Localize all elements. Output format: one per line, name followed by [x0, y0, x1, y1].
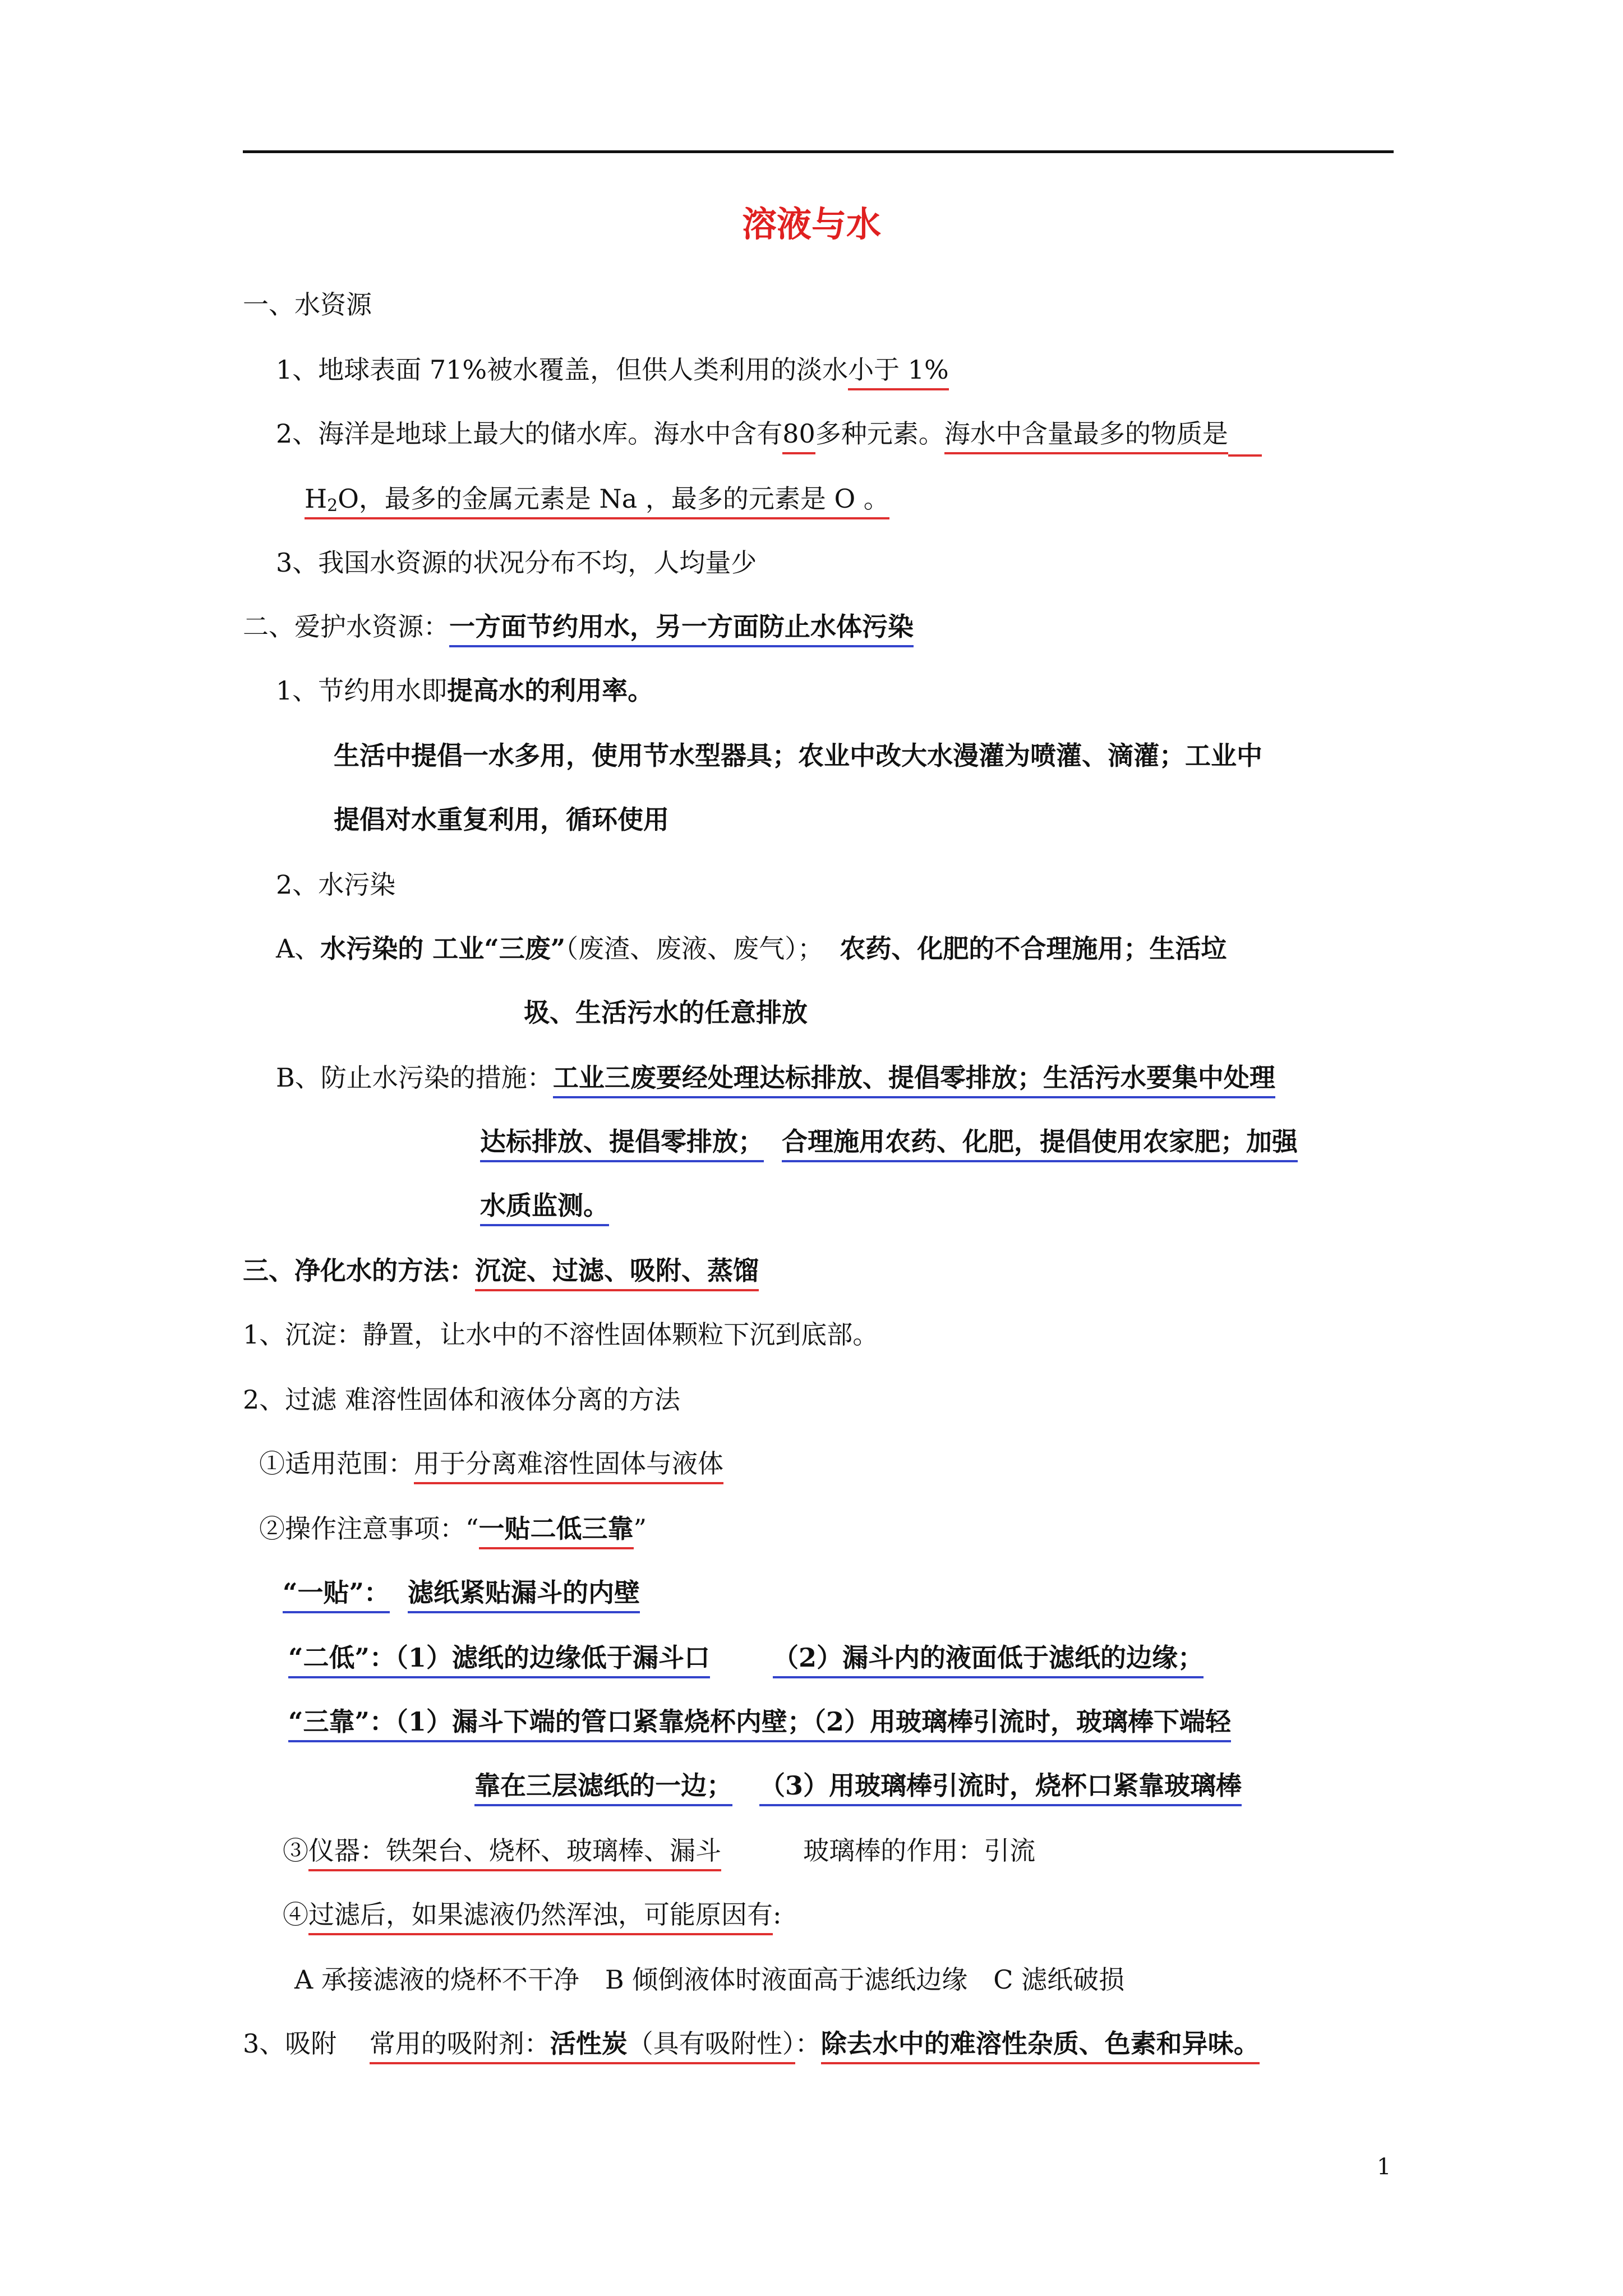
s3-turbid	[283, 1897, 782, 1932]
s3-sankao-cont-b: （3）用玻璃棒引流时，烧杯口紧靠玻璃棒	[759, 1770, 1242, 1806]
s3-sankao-label: “三靠”：	[288, 1706, 395, 1742]
section-2-heading-underlined: 一方面节约用水，另一方面防止水体污染	[449, 611, 914, 647]
s2-item-a-cont: 圾、生活污水的任意排放	[524, 997, 808, 1028]
s3-sankao	[288, 1704, 1231, 1739]
s3-erdi-1: （1）滤纸的边缘低于漏斗口	[395, 1642, 710, 1678]
s3-item-2-notes	[259, 1511, 647, 1546]
s2-item-b-cont-2	[480, 1188, 609, 1223]
formula-h: H	[305, 484, 328, 514]
s3-item-2: 2、过滤 难溶性固体和液体分离的方法	[243, 1384, 680, 1415]
s3-adsorb-paren: （具有吸附性）	[628, 2028, 795, 2064]
s3-rod-function: 玻璃棒的作用：引流	[803, 1835, 1036, 1866]
s3-yitie	[283, 1575, 640, 1610]
s2-item-b-cont-1a: 达标排放、提倡零排放；	[480, 1126, 764, 1162]
s3-instruments-text: 仪器：铁架台、烧杯、玻璃棒、漏斗	[308, 1835, 721, 1871]
s2-item-b-cont-1b: 合理施用农药、化肥，提倡使用农家肥；加强	[782, 1126, 1298, 1162]
s3-erdi-label: “二低”：	[288, 1642, 395, 1678]
s3-yitie-text: 滤纸紧贴漏斗的内壁	[408, 1577, 640, 1613]
s3-erdi	[288, 1640, 1204, 1675]
s3-sankao-cont	[474, 1768, 1242, 1803]
section-3-heading-text: 三、净化水的方法：	[243, 1255, 475, 1286]
s2-item-1-detail-2: 提倡对水重复利用，循环使用	[334, 804, 669, 835]
s3-adsorbent-label: 常用的吸附剂：	[370, 2028, 550, 2064]
s3-notes-rule: 一贴二低三靠	[479, 1513, 634, 1549]
s3-instruments	[283, 1833, 1035, 1868]
s3-sankao-cont-a: 靠在三层滤纸的一边；	[474, 1770, 732, 1806]
s3-yitie-label: “一贴”：	[283, 1577, 390, 1613]
s2-item-b-label: B、防止水污染的措施：	[276, 1062, 553, 1093]
s3-turbid-colon: :	[773, 1899, 782, 1930]
section-2-heading-text: 二、爱护水资源：	[243, 611, 449, 642]
s2-item-a-text-2: 农药、化肥的不合理施用；生活垃	[840, 933, 1227, 964]
s2-item-a-label: A、	[276, 933, 321, 964]
s3-item-2-scope	[259, 1446, 723, 1481]
formula-sub: 2	[327, 496, 338, 516]
s2-item-a-text: 水污染的 工业“三废”	[320, 933, 566, 964]
s2-item-a-paren: （废渣、废液、废气）；	[565, 933, 824, 964]
s3-turbid-marker: ④	[283, 1899, 308, 1930]
s1-item-3: 3、我国水资源的状况分布不均，人均量少	[276, 547, 757, 578]
s3-notes-label: ②操作注意事项：“	[259, 1513, 479, 1544]
s3-adsorb-colon: ：	[795, 2028, 821, 2059]
s3-sankao-1: （1）漏斗下端的管口紧靠烧杯内壁；	[395, 1706, 813, 1742]
s1-item-1	[276, 352, 949, 387]
page-title: 溶液与水	[741, 204, 881, 245]
s2-item-1	[276, 673, 653, 708]
s3-adsorb-label: 3、吸附	[243, 2028, 337, 2059]
s1-item-2-blank	[1228, 416, 1262, 457]
s3-instruments-marker: ③	[283, 1835, 308, 1866]
section-1-heading: 一、水资源	[243, 289, 372, 320]
s1-item-1-text: 1、地球表面 71%被水覆盖，但供人类利用的淡水	[276, 355, 849, 385]
s3-turbid-text: 过滤后，如果滤液仍然浑浊，可能原因有	[308, 1899, 773, 1935]
s2-item-2: 2、水污染	[276, 869, 396, 900]
section-3-heading	[243, 1253, 759, 1288]
s2-item-1-bold: 提高水的利用率。	[447, 675, 654, 706]
s3-item-1: 1、沉淀：静置，让水中的不溶性固体颗粒下沉到底部。	[243, 1319, 879, 1350]
s3-scope-text: 用于分离难溶性固体与液体	[414, 1448, 723, 1484]
s3-sankao-2: （2）用玻璃棒引流时，玻璃棒下端轻	[813, 1706, 1231, 1742]
s1-item-2-text-b: 多种元素。	[815, 418, 944, 449]
header-rule	[243, 150, 1394, 153]
s3-turbid-reasons: A 承接滤液的烧杯不干净 B 倾倒液体时液面高于滤纸边缘 C 滤纸破损	[294, 1964, 1125, 1995]
s1-item-2-number: 80	[782, 418, 815, 454]
s1-item-2	[276, 416, 1262, 457]
page-number: 1	[1377, 2154, 1391, 2180]
s1-formula	[305, 484, 889, 519]
s3-erdi-2: （2）漏斗内的液面低于滤纸的边缘；	[773, 1642, 1204, 1678]
formula-rest: O，最多的金属元素是 Na ，最多的元素是 O 。	[338, 484, 889, 514]
s2-item-b-cont-1	[480, 1124, 1298, 1159]
s2-item-a	[276, 931, 1227, 966]
s3-item-3	[243, 2026, 1260, 2061]
s1-item-1-underlined: 小于 1%	[848, 355, 949, 390]
s3-adsorb-effect: 除去水中的难溶性杂质、色素和异味。	[821, 2028, 1260, 2064]
s3-notes-close: ”	[633, 1513, 647, 1544]
s2-item-1-detail-1: 生活中提倡一水多用，使用节水型器具；农业中改大水漫灌为喷灌、滴灌；工业中	[334, 740, 1262, 771]
s1-item-2-text: 2、海洋是地球上最大的储水库。海水中含有	[276, 418, 783, 449]
s1-item-2-cont	[305, 481, 889, 523]
s2-item-b-text: 工业三废要经处理达标排放、提倡零排放；生活污水要集中处理	[553, 1062, 1275, 1098]
s2-item-b	[276, 1060, 1275, 1095]
s2-item-b-cont-2-text: 水质监测。	[480, 1190, 609, 1226]
section-2-heading	[243, 609, 914, 644]
s3-activated-carbon: 活性炭	[550, 2028, 628, 2064]
section-3-heading-underlined: 沉淀、过滤、吸附、蒸馏	[475, 1255, 759, 1291]
s3-scope-label: ①适用范围：	[259, 1448, 414, 1479]
s2-item-1-text: 1、节约用水即	[276, 675, 448, 706]
s1-item-2-underlined: 海水中含量最多的物质是	[944, 418, 1228, 454]
